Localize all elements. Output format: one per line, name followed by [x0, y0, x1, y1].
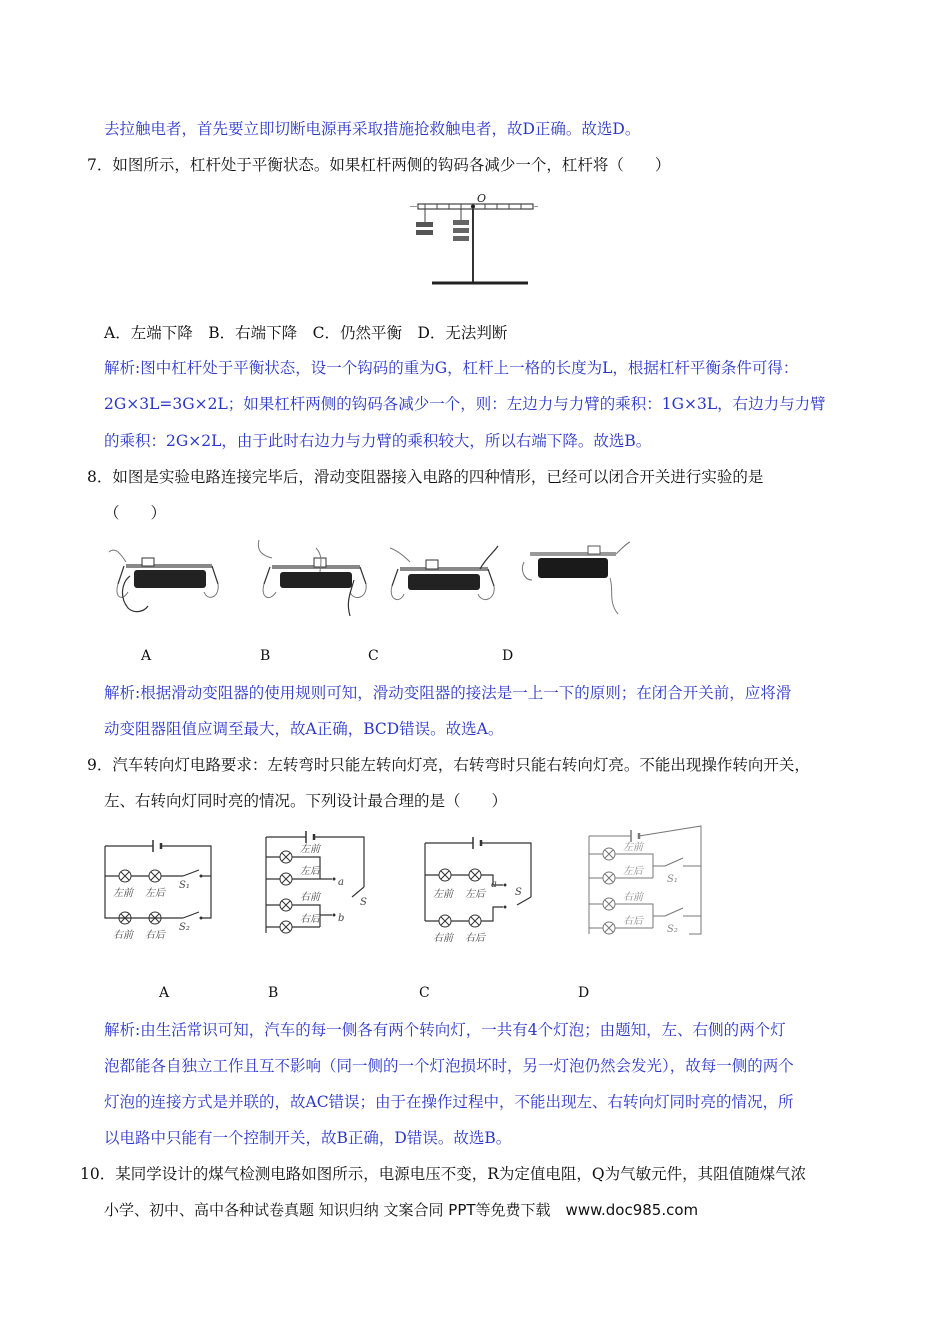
answer-8-line-2: 动变阻器阻值应调至最大，故A正确，BCD错误。故选A。	[104, 720, 504, 738]
lamp-label-left-front: 左前	[623, 842, 643, 853]
q8-label-a: A	[141, 648, 152, 664]
rheostat-figure-a	[104, 542, 224, 617]
answer-7-line-1: 解析:图中杠杆处于平衡状态，设一个钩码的重为G，杠杆上一格的长度为L，根据杠杆平衡条件可得：	[104, 359, 799, 377]
answer-7-line-3: 的乘积：2G×2L，由于此时右边力与力臂的乘积较大，所以右端下降。故选B。	[104, 432, 652, 450]
lamp-label-left-rear: 左后	[145, 888, 165, 899]
circuit-figure-c	[423, 835, 538, 945]
circuit-figure-d	[583, 822, 708, 944]
lamp-label-left-front: 左前	[433, 889, 453, 900]
lamp-label-left-rear: 左后	[465, 889, 485, 900]
switch-label-s2: S₂	[667, 924, 678, 935]
lamp-label-right-front: 右前	[113, 930, 133, 941]
q9-label-d: D	[578, 985, 590, 1001]
lamp-label-right-rear: 右后	[623, 916, 643, 927]
lamp-label-left-front: 左前	[113, 888, 133, 899]
lamp-label-right-front: 右前	[300, 892, 320, 903]
switch-label-s2: S₂	[179, 922, 190, 933]
answer-8-line-1: 解析:根据滑动变阻器的使用规则可知，滑动变阻器的接法是一上一下的原则；在闭合开关前，应将滑	[104, 684, 792, 702]
footer-banner: 小学、初中、高中各种试卷真题 知识归纳 文案合同 PPT等免费下载 www.doc985.com	[104, 1201, 699, 1219]
lamp-label-right-front: 右前	[433, 933, 453, 944]
q9-label-c: C	[419, 985, 430, 1001]
q9-label-a: A	[159, 985, 170, 1001]
question-7-options: A．左端下降 B．右端下降 C．仍然平衡 D．无法判断	[104, 324, 508, 342]
switch-label-s: S	[515, 887, 522, 898]
lamp-label-right-rear: 右后	[145, 930, 165, 941]
rheostat-figure-b	[254, 538, 374, 618]
lamp-label-left-front: 左前	[300, 844, 320, 855]
switch-label-s: S	[360, 897, 367, 908]
switch-label-s1: S₁	[667, 874, 678, 885]
question-9-line-2: 左、右转向灯同时亮的情况。下列设计最合理的是（ ）	[104, 792, 508, 810]
answer-9-line-4: 以电路中只能有一个控制开关，故B正确，D错误。故选B。	[104, 1129, 512, 1147]
circuit-figure-b	[260, 827, 380, 942]
q9-label-b: B	[268, 985, 279, 1001]
switch-label-s1: S₁	[179, 880, 190, 891]
question-7: 7．如图所示，杠杆处于平衡状态。如果杠杆两侧的钩码各减少一个，杠杆将（ ）	[87, 156, 671, 174]
lamp-label-right-rear: 右后	[465, 933, 485, 944]
answer-6-tail: 去拉触电者，首先要立即切断电源再采取措施抢救触电者，故D正确。故选D。	[104, 120, 641, 138]
q8-label-c: C	[368, 648, 379, 664]
answer-9-line-2: 泡都能各自独立工作且互不影响（同一侧的一个灯泡损坏时，另一灯泡仍然会发光），故每一侧的两个	[104, 1057, 794, 1075]
circuit-figure-a	[103, 838, 218, 948]
rheostat-figure-d	[518, 540, 638, 618]
lever-pivot-label: O	[477, 192, 487, 205]
contact-label-b: b	[338, 913, 345, 924]
answer-7-line-2: 2G×3L=3G×2L；如果杠杆两侧的钩码各减少一个，则：左边力与力臂的乘积：1G×3L，右边力与力臂	[104, 395, 826, 413]
answer-9-line-3: 灯泡的连接方式是并联的，故AC错误；由于在操作过程中，不能出现左、右转向灯同时亮的情况，所	[104, 1093, 794, 1111]
contact-label-a: a	[338, 877, 344, 888]
question-8-line-1: 8．如图是实验电路连接完毕后，滑动变阻器接入电路的四种情形，已经可以闭合开关进行实验的是	[87, 468, 764, 486]
question-9-line-1: 9．汽车转向灯电路要求：左转弯时只能左转向灯亮，右转弯时只能右转向灯亮。不能出现操作转向开关，	[87, 756, 810, 774]
q8-label-d: D	[502, 648, 514, 664]
answer-9-line-1: 解析:由生活常识可知，汽车的每一侧各有两个转向灯，一共有4个灯泡；由题知，左、右侧的两个灯	[104, 1021, 786, 1039]
question-8-line-2: （ ）	[104, 504, 167, 522]
lamp-label-right-front: 右前	[623, 892, 643, 903]
contact-label-a: a	[491, 879, 497, 890]
lever-figure	[410, 192, 540, 292]
lamp-label-right-rear: 右后	[300, 914, 320, 925]
lamp-label-left-rear: 左后	[300, 866, 320, 877]
lamp-label-left-rear: 左后	[623, 866, 643, 877]
question-10: 10．某同学设计的煤气检测电路如图所示，电源电压不变，R为定值电阻，Q为气敏元件，其阻值随煤气浓	[80, 1165, 807, 1183]
q8-label-b: B	[260, 648, 271, 664]
rheostat-figure-c	[388, 544, 503, 616]
